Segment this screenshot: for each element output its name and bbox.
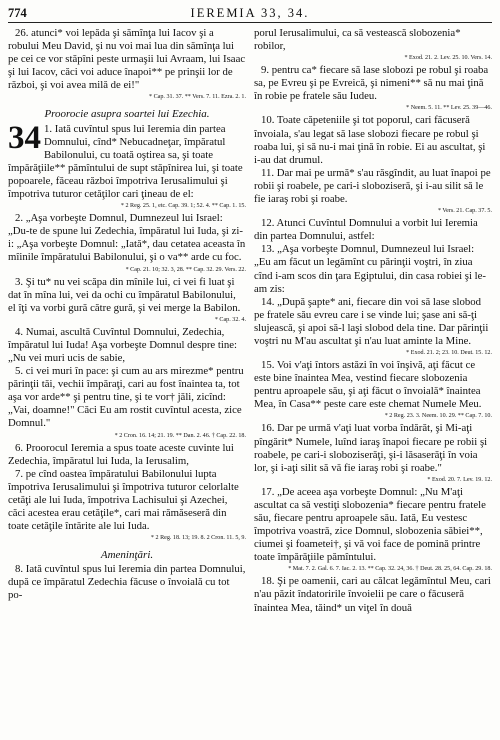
verse-text: 3. Şi tu* nu vei scăpa din mînile lui, ci vei fi luat şi dat în mîna lui, vei da ochi cu împăratul Babilonului, el îţi va vorbi gură către gură, şi vei merge la Babilon.: [8, 275, 241, 314]
verse-text: 13. „Aşa vorbeşte Domnul, Dumnezeul lui Israel: „Eu am făcut un legămînt cu părinţii voştri, în ziua cînd i-am scos din ţara Egiptului, din casa robiei şi le-am zis:: [254, 243, 486, 295]
verse-text: * 2 Reg. 23. 3. Neem. 10. 29. ** Cap. 7. 10.: [384, 413, 492, 420]
cross-references: [254, 475, 492, 486]
cross-references: [8, 533, 246, 544]
verse-text: * Mat. 7. 2. Gal. 6. 7. Iac. 2. 13. ** Cap. 32. 24, 36. † Deut. 28. 25, 64. Cap. 29. 18.: [288, 566, 492, 573]
verse: [254, 243, 492, 295]
cross-references: [254, 348, 492, 359]
verse-text: * Vers. 21. Cap. 37. 5.: [437, 208, 492, 215]
cross-references: [8, 431, 246, 442]
cross-references: [254, 411, 492, 422]
verse: [8, 563, 246, 602]
verse-text: 11. Dar mai pe urmă* s'au răsgîndit, au luat înapoi pe robii şi roabele, pe cari-i sloboziseră, şi i-au silit să le fie iaraş robi şi roabe.: [254, 166, 491, 206]
verse: [254, 296, 492, 348]
cross-references: [254, 206, 492, 217]
cross-references: [8, 92, 246, 103]
verse: [254, 486, 492, 565]
column-gutter: [246, 27, 254, 615]
verse: [8, 276, 246, 315]
verse-text: porul Ierusalimului, ca să vestească slobozenia* robilor,: [254, 27, 461, 53]
verse-text: 5. ci vei muri în pace: şi cum au ars mirezme* pentru părinţii tăi, vechii împăraţi, cari au fost înaintea ta, tot aşa vor arde** şi pentru tine, şi te vor† jăli, zicînd: „Vai, doamne!" Căci Eu am rostit cuvîntul acesta, zice Domnul.": [8, 365, 244, 430]
cross-references: [8, 315, 246, 326]
verse: [254, 359, 492, 411]
verse-text: 1. Iată cuvîntul spus lui Ieremia din partea Domnului, cînd* Nebucadneţar, împăratul Babilonului, cu toată oştirea sa, şi toate împărăţiile** pămîntului de supt stăpînirea lui, şi toate popoarele, făceau război împotriva Ierusalimului şi împotriva tuturor cetăţilor cari ţineau de el:: [8, 122, 243, 201]
verse: [254, 422, 492, 474]
verse: [8, 326, 246, 365]
verse-text: 16. Dar pe urmă v'aţi luat vorba îndărăt, şi Mi-aţi pîngărit* Numele, luînd iaraş înapoi fiecare pe robii şi roabele, pe cari-i sloboziserăţi, şi-i lăsaserăţi în voia lor, şi i-aţi silit să vă fie iaraş robi şi roabe.": [254, 422, 488, 474]
verse-text: 26. atunci* voi lepăda şi sămînţa lui Iacov şi a robului Meu David, şi nu voi mai lua din sămînţa lui pe cei ce vor stăpîni peste urmaşii lui Avraam, lui Isaac şi lui Iacov, căci voi aduce înapoi** pe prinşii lor de război, şi voi avea milă de ei!": [8, 27, 246, 92]
verse: [8, 365, 246, 430]
cross-references: [8, 265, 246, 276]
cross-references: [254, 53, 492, 64]
verse-text: 9. pentru ca* fiecare să lase slobozi pe robul şi roaba sa, pe Evreu şi pe Evreică, şi nimeni** să nu mai ţină în robie pe fratele său Iudeu.: [254, 64, 489, 103]
verse-text: 7. pe cînd oastea împăratului Babilonului lupta împotriva Ierusalimului şi împotriva tuturor celorlalte cetăţi ale lui Iuda, împotriva Lachisului şi Azechei, căci acestea erau cetăţile*, cari mai rămăseseră din toate cetăţile întărite ale lui Iuda.: [8, 467, 239, 533]
running-title: IEREMIA 33, 34.: [190, 6, 310, 20]
verse: [254, 167, 492, 206]
page-header: [8, 6, 492, 23]
verse-text: 17. „De aceea aşa vorbeşte Domnul: „Nu M'aţi ascultat ca să vestiţi slobozenia* fiecare pentru fratele său, fiecare pentru aproapele său. Iată, Eu vestesc împotriva voastră, zice Domnul, slobozenia săbiei**, ciumei şi foametei†, şi vă voi face de pomină printre toate împărăţiile pămîntului.: [254, 485, 486, 564]
verse-text: 6. Proorocul Ieremia a spus toate aceste cuvinte lui Zedechia, împăratul lui Iuda, la Ierusalim,: [8, 441, 234, 467]
section-heading: [8, 549, 246, 562]
cross-references: [254, 103, 492, 114]
verse: [254, 575, 492, 614]
verse-text: 18. Şi pe oamenii, cari au călcat legămîntul Meu, cari n'au păzit îndatoririle învoielii pe care o făcuseră înaintea Mea, tăind* un viţel în două: [254, 575, 491, 614]
verse-text: Proorocie asupra soartei lui Ezechia.: [44, 108, 210, 121]
verse-text: * 2 Reg. 18. 13; 19. 8. 2 Cron. 11. 5, 9.: [150, 535, 246, 542]
verse-text: * 2 Reg. 25. 1, etc. Cap. 39. 1; 52. 4. ** Cap. 1. 15.: [120, 203, 246, 210]
verse-text: 8. Iată cuvîntul spus lui Ieremia din partea Domnului, după ce împăratul Zedechia făcuse o învoială cu tot po-: [8, 563, 246, 602]
left-column: [8, 27, 246, 615]
page-number: 774: [8, 6, 27, 20]
text-columns: [8, 27, 492, 615]
verse-text: * Neem. 5. 11. ** Lev. 25. 39—46.: [406, 105, 492, 112]
verse: [8, 27, 246, 92]
cross-references: [254, 564, 492, 575]
verse-text: 2. „Aşa vorbeşte Domnul, Dumnezeul lui Israel: „Du-te de spune lui Zedechia, împăratul lui Iuda, şi zi-i: „Aşa vorbeşte Domnul: „Iată*, dau cetatea aceasta în mîinile împăratului Babilonului, şi o va** arde cu foc.: [8, 212, 246, 264]
verse-text: 15. Voi v'aţi întors astăzi în voi înşivă, aţi făcut ce este bine înaintea Mea, vestind fiecare slobozenia pentru aproapele său, şi aţi făcut o învoială* înaintea Mea, în Casa** peste care este chemat Numele Meu.: [254, 359, 482, 411]
right-column: [254, 27, 492, 615]
chapter-opening-verse: [8, 119, 246, 202]
verse: [254, 217, 492, 243]
section-heading: [8, 108, 246, 121]
verse-text: * Exod. 21. 2; 23. 10. Deut. 15. 12.: [406, 350, 492, 357]
verse-text: * Exod. 21. 2. Lev. 25. 10. Vers. 14.: [404, 55, 492, 62]
verse-continuation: [254, 27, 492, 53]
verse: [254, 114, 492, 166]
verse-text: * Cap. 32. 4.: [214, 316, 246, 323]
cross-references: [8, 201, 246, 212]
verse-text: * Exod. 20. 7. Lev. 19. 12.: [427, 476, 492, 483]
verse-text: * Cap. 21. 10; 32. 3, 28. ** Cap. 32. 29. Vers. 22.: [125, 266, 246, 273]
verse-text: Ameninţări.: [100, 549, 154, 562]
verse: [8, 442, 246, 468]
verse-text: * Cap. 31. 37. ** Vers. 7. 11. Ezra. 2. 1.: [149, 94, 246, 101]
verse-text: * 2 Cron. 16. 14; 21. 19. ** Dan. 2. 46. † Cap. 22. 18.: [114, 432, 246, 439]
verse: [8, 468, 246, 533]
verse: [254, 64, 492, 103]
chapter-number: 34: [8, 119, 41, 156]
verse-text: 14. „După şapte* ani, fiecare din voi să lase slobod pe fratele său evreu care i se vinde lui; şase ani să-ţi slujească, şi apoi să-l laşi slobod dela tine. Dar părinţii voştri nu M'au ascultat şi n'au luat aminte la Mine.: [254, 295, 489, 347]
verse-text: 4. Numai, ascultă Cuvîntul Domnului, Zedechia, împăratul lui Iuda! Aşa vorbeşte Domnul despre tine: „Nu vei muri ucis de sabie,: [8, 325, 237, 364]
verse-text: 12. Atunci Cuvîntul Domnului a vorbit lui Ieremia din partea Domnului, astfel:: [254, 217, 478, 243]
verse-text: 10. Toate căpeteniile şi tot poporul, cari făcuseră învoiala, s'au legat să lase slobozi fiecare pe robul şi roaba lui, şi să nu-i mai ţină în robie. Ei au ascultat, şi i-au dat drumul.: [254, 114, 486, 166]
verse: [8, 212, 246, 264]
